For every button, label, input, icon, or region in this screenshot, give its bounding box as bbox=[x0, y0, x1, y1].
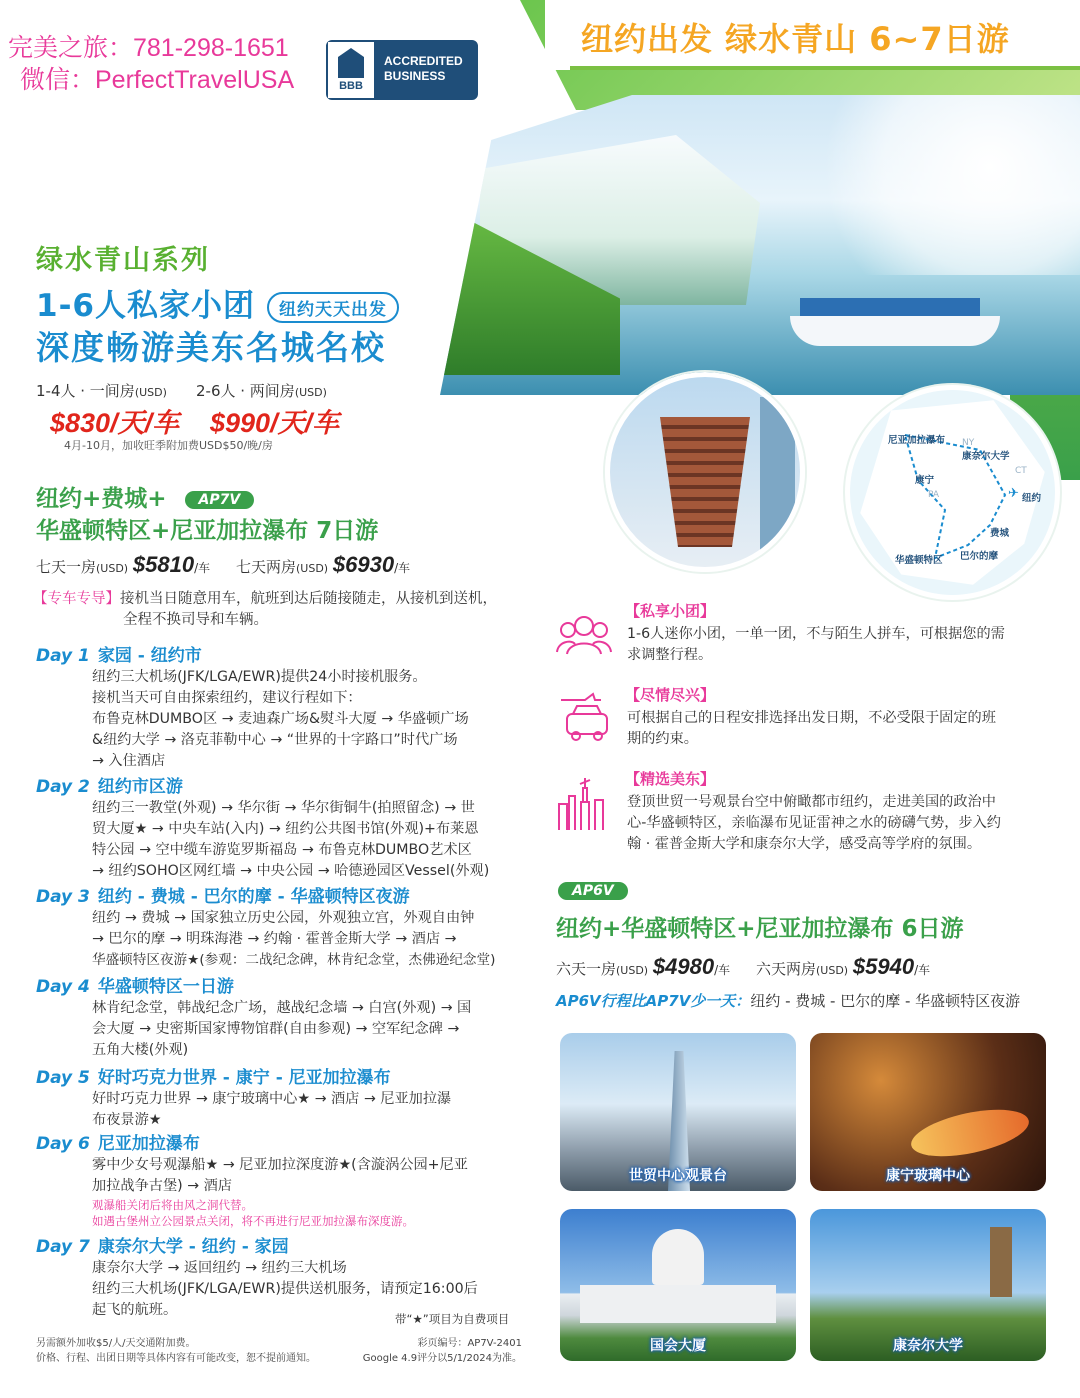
vessel-photo bbox=[605, 372, 805, 572]
ap7v-price-one: 七天一房(USD) $5810/车 bbox=[36, 552, 211, 577]
day-1: Day 1 家园 - 纽约市 纽约三大机场(JFK/LGA/EWR)提供24小时接机服务。 接机当天可自由探索纽约，建议行程如下： 布鲁克林DUMBO区 → 麦迪森广场&熨斗大厦 → 华盛顿广场 &纽约大学 → 洛克菲勒中心 → “世界的十字路口”时代广场 → 入住酒店 bbox=[36, 646, 469, 769]
day-7: Day 7 康奈尔大学 - 纽约 - 家园 康奈尔大学 → 返回纽约 → 纽约三大机场 纽约三大机场(JFK/LGA/EWR)提供送机服务，请预定16:00后 起飞的航班。 bbox=[36, 1237, 478, 1318]
title-banner bbox=[545, 0, 1080, 70]
private-car-note: 【专车专导】接机当日随意用车，航班到达后随接随走，从接机到送机， 全程不换司导和车辆。 bbox=[33, 591, 497, 628]
map-state: PA bbox=[928, 490, 940, 500]
bbb-logo: BBB bbox=[328, 42, 376, 98]
day-4: Day 4 华盛顿特区一日游 林肯纪念堂，韩战纪念广场，越战纪念墙 → 白宫(外观) → 国 会大厦 → 史密斯国家博物馆群(自由参观) → 空军纪念碑 → 五角大楼(外观) bbox=[36, 977, 472, 1058]
contact-phone: 完美之旅：781-298-1651 bbox=[8, 34, 289, 62]
ap7v-heading-line2: 华盛顿特区+尼亚加拉瀑布 7日游 bbox=[36, 518, 379, 544]
map-label: 康宁 bbox=[915, 475, 935, 486]
bbb-accredited-text: ACCREDITED BUSINESS bbox=[376, 42, 476, 98]
series-title: 绿水青山系列 bbox=[36, 245, 210, 276]
contact-wechat: 微信：PerfectTravelUSA bbox=[20, 66, 295, 94]
price2-block: 2-6人 · 两间房(USD) $990/天/车 bbox=[196, 382, 340, 438]
torch-icon bbox=[338, 48, 364, 78]
photo-world-trade-center: 世贸中心观景台 bbox=[560, 1033, 796, 1191]
season-note: 4月-10月，加收旺季附加费USD$50/晚/房 bbox=[64, 439, 273, 452]
day-2: Day 2 纽约市区游 纽约三一教堂(外观) → 华尔街 → 华尔街铜牛(拍照留念) → 世 贸大厦★ → 中央车站(入内) → 纽约公共图书馆(外观)+布莱恩 特公园 → 空中缆车游览罗斯福岛 → 布鲁克林DUMBO艺术区 → 纽约SOHO区网红墙 → 中央公园 → 哈德逊园区Vessel(外观) bbox=[36, 777, 490, 879]
price1-block: 1-4人 · 一间房(USD) $830/天/车 bbox=[36, 382, 180, 438]
day6-warning: 观瀑船关闭后将由风之洞代替。 bbox=[92, 1198, 253, 1212]
photo-cornell: 康奈尔大学 bbox=[810, 1209, 1046, 1361]
contact-info bbox=[8, 32, 294, 96]
map-label: 巴尔的摩 bbox=[960, 551, 999, 562]
daily-departure-pill: 纽约天天出发 bbox=[267, 292, 399, 323]
airplane-icon: ✈ bbox=[1008, 486, 1019, 501]
ap6v-price-one: 六天一房(USD) $4980/车 bbox=[556, 954, 731, 979]
map-label: 康奈尔大学 bbox=[962, 451, 1010, 462]
day-6: Day 6 尼亚加拉瀑布 雾中少女号观瀑船★ → 尼亚加拉深度游★(含漩涡公园+尼亚 加拉战争古堡) → 酒店 观瀑船关闭后将由风之洞代替。 如遇古堡州立公园景点关闭，将不再进行尼亚加拉瀑布深度游。 bbox=[36, 1134, 531, 1229]
group-icon bbox=[555, 606, 613, 664]
city-landmark-icon bbox=[555, 774, 613, 832]
price-two-rooms: $990 bbox=[210, 408, 271, 438]
headline-cities: 深度畅游美东名城名校 bbox=[36, 328, 386, 367]
page-title: 纽约出发 绿水青山 6~7日游 bbox=[581, 20, 1010, 58]
photo-corning-glass: 康宁玻璃中心 bbox=[810, 1033, 1046, 1191]
car-plane-icon bbox=[555, 690, 613, 748]
ap6v-note: AP6V行程比AP7V少一天：纽约 - 费城 - 巴尔的摩 - 华盛顿特区夜游 bbox=[556, 992, 1021, 1010]
map-label: 华盛顿特区 bbox=[895, 555, 943, 566]
footer-notes: 另需额外加收$5/人/天交通附加费。 价格、行程、出团日期等具体内容有可能改变，恕不提前通知。 bbox=[36, 1338, 316, 1364]
map-state: NY bbox=[962, 438, 975, 448]
ap6v-heading: 纽约+华盛顿特区+尼亚加拉瀑布 6日游 bbox=[556, 916, 964, 942]
day6-warning: 如遇古堡州立公园景点关闭，将不再进行尼亚加拉瀑布深度游。 bbox=[92, 1214, 414, 1228]
tour-boat bbox=[790, 290, 1000, 350]
price-one-room: $830 bbox=[50, 408, 111, 438]
ap6v-price-two: 六天两房(USD) $5940/车 bbox=[756, 954, 931, 979]
map-state: CT bbox=[1015, 466, 1027, 476]
bbb-badge bbox=[326, 40, 478, 100]
ap7v-heading: 纽约+费城+ AP7V bbox=[36, 480, 254, 513]
ap7v-price-two: 七天两房(USD) $6930/车 bbox=[236, 552, 411, 577]
hero-niagara-photo bbox=[440, 95, 1080, 395]
route-map bbox=[845, 385, 1060, 600]
day-3: Day 3 纽约 - 费城 - 巴尔的摩 - 华盛顿特区夜游 纽约 → 费城 → 国家独立历史公园，外观独立宫，外观自由钟 → 巴尔的摩 → 明珠海港 → 约翰 · 霍普金斯大学 → 酒店 → 华盛顿特区夜游★(参观：二战纪念碑，林肯纪念堂，杰佛逊纪念堂) bbox=[36, 887, 496, 968]
day-5: Day 5 好时巧克力世界 - 康宁 - 尼亚加拉瀑布 好时巧克力世界 → 康宁玻璃中心★ → 酒店 → 尼亚加拉瀑 布夜景游★ bbox=[36, 1068, 452, 1128]
footer-ref: 彩页编号：AP7V-2401 Google 4.9评分以5/1/2024为准。 bbox=[362, 1338, 522, 1364]
map-label: 纽约 bbox=[1022, 493, 1042, 504]
map-label: 费城 bbox=[990, 528, 1010, 539]
ap7v-tag: AP7V bbox=[185, 491, 255, 509]
ap6v-tag: AP6V bbox=[558, 882, 628, 900]
self-pay-note: 带“★”项目为自费项目 bbox=[395, 1312, 510, 1326]
headline-small-group: 1-6人私家小团 纽约天天出发 bbox=[36, 280, 399, 325]
photo-capitol: 国会大厦 bbox=[560, 1209, 796, 1361]
map-label: 尼亚加拉瀑布 bbox=[888, 435, 946, 446]
